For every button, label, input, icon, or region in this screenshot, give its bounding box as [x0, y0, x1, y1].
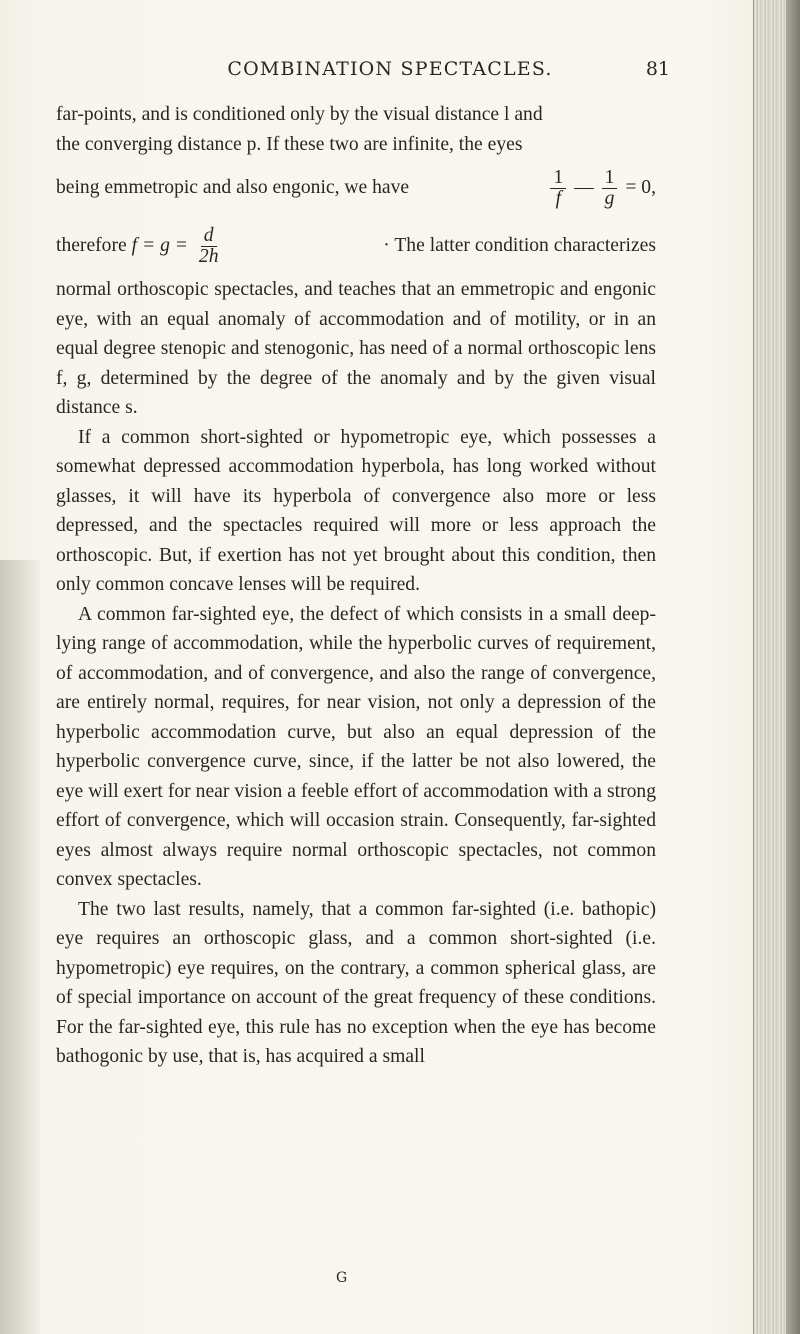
fraction — [550, 168, 566, 209]
denominator: f — [555, 187, 562, 209]
page-number: 81 — [645, 58, 670, 80]
denominator: g — [604, 187, 615, 209]
signature-mark: G — [336, 1270, 349, 1286]
equation — [547, 168, 656, 209]
denominator: 2h — [198, 245, 219, 267]
equation-line — [56, 159, 656, 217]
numerator: 1 — [602, 168, 618, 189]
paragraph: If a common short-sighted or hypometropic eye, which possesses a somewhat depressed accommodation hyperbola, has long worked without glasses, it will have its hyperbola of convergence also more or less depressed, and the spectacles required will more or less approach the orthoscopic. But, if exertion has not yet brought about this condition, then only common concave lenses will be required. — [56, 426, 656, 595]
text-fragment: therefore — [56, 234, 127, 256]
equals-zero: = 0, — [625, 176, 656, 198]
text-line: the converging distance p. If these two are infinite, the eyes — [56, 133, 523, 155]
paragraph: A common far-sighted eye, the defect of which consists in a small deep-lying range of accommodation, while the hyperbolic curves of requirement, of accommodation, and of convergence, and also the range of convergence, are entirely normal, requires, for near vision, not only a depression of the hyperbolic accommodation curve, but also an equal depression of the hyperbolic convergence curve, since, if the latter be not also lowered, the eye will exert for near vision a feeble effort of accommodation with a strong effort of convergence, which will occasion strain. Consequently, far-sighted eyes almost always require normal orthoscopic spectacles, not common convex spectacles. — [56, 603, 656, 890]
page-shadow — [0, 560, 40, 1334]
equation — [56, 226, 225, 267]
body-text — [56, 100, 656, 1072]
minus-sign: — — [574, 176, 594, 198]
equation-lhs: f = g = — [131, 234, 188, 256]
paragraph: The two last results, namely, that a common far-sighted (i.e. bathopic) eye requires an orthoscopic glass, and a common short-sighted (i.e. hypometropic) eye requires, on the contrary, a common spherical glass, are of special importance on account of the great frequency of these conditions. For the far-sighted eye, this rule has no exception when the eye has become bathogonic by use, that is, has acquired a small — [56, 898, 656, 1067]
paragraph: normal orthoscopic spectacles, and teaches that an emmetropic and engonic eye, with an equal anomaly of accommodation and of motility, or in an equal degree stenopic and stenogonic, has need of a normal orthoscopic lens f, g, determined by the degree of the anomaly and by the given visual distance s. — [56, 279, 656, 418]
text-fragment: · The latter condition characterizes — [383, 235, 656, 257]
fraction — [602, 168, 618, 209]
book-spine-shadow — [786, 0, 800, 1334]
text-line: far-points, and is conditioned only by the visual distance l and — [56, 104, 543, 125]
equation-line — [56, 217, 656, 275]
text-fragment: being emmetropic and also engonic, we have — [56, 177, 410, 199]
numerator: d — [201, 226, 217, 247]
fraction — [196, 226, 222, 267]
page-header — [150, 58, 670, 88]
running-title: COMBINATION SPECTACLES. — [227, 58, 553, 80]
numerator: 1 — [550, 168, 566, 189]
